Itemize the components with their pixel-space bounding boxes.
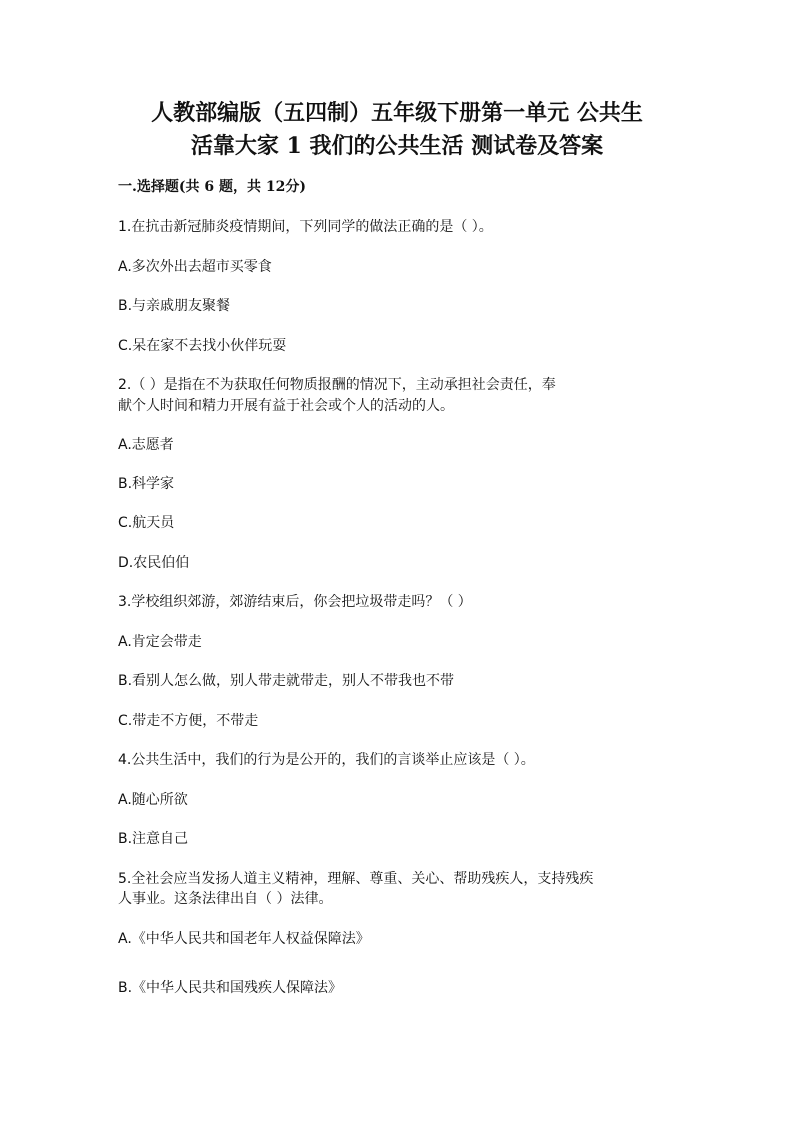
question-1-option-b: B.与亲戚朋友聚餐: [118, 298, 231, 314]
question-3-stem: 3.学校组织郊游，郊游结束后，你会把垃圾带走吗？（ ）: [118, 594, 472, 610]
document-title-line-2: 活靠大家 1 我们的公共生活 测试卷及答案: [190, 133, 604, 159]
section-heading: 一.选择题(共 6 题，共 12分): [118, 179, 306, 195]
question-2-option-d: D.农民伯伯: [118, 555, 190, 571]
question-2-option-c: C.航天员: [118, 515, 175, 531]
question-5-stem-line-1: 5.全社会应当发扬人道主义精神，理解、尊重、关心、帮助残疾人，支持残疾: [118, 871, 594, 887]
question-5-option-b: B.《中华人民共和国残疾人保障法》: [118, 980, 343, 996]
question-2-option-b: B.科学家: [118, 476, 175, 492]
question-4-option-a: A.随心所欲: [118, 792, 188, 808]
question-2-stem-line-1: 2.（ ）是指在不为获取任何物质报酬的情况下，主动承担社会责任，奉: [118, 377, 556, 393]
question-2-stem-line-2: 献个人时间和精力开展有益于社会或个人的活动的人。: [118, 398, 454, 414]
question-4-option-b: B.注意自己: [118, 831, 189, 847]
question-4-stem: 4.公共生活中，我们的行为是公开的，我们的言谈举止应该是（ ）。: [118, 752, 535, 768]
question-2-option-a: A.志愿者: [118, 437, 174, 453]
question-3-option-a: A.肯定会带走: [118, 634, 202, 650]
question-1-option-c: C.呆在家不去找小伙伴玩耍: [118, 338, 287, 354]
question-3-option-b: B.看别人怎么做，别人带走就带走，别人不带我也不带: [118, 673, 455, 689]
question-5-option-a: A.《中华人民共和国老年人权益保障法》: [118, 931, 370, 947]
question-1-option-a: A.多次外出去超市买零食: [118, 259, 272, 275]
question-1-stem: 1.在抗击新冠肺炎疫情期间，下列同学的做法正确的是（ ）。: [118, 219, 493, 235]
question-3-option-c: C.带走不方便，不带走: [118, 713, 259, 729]
question-5-stem-line-2: 人事业。这条法律出自（ ）法律。: [118, 891, 333, 907]
document-title-line-1: 人教部编版（五四制）五年级下册第一单元 公共生: [151, 100, 643, 126]
